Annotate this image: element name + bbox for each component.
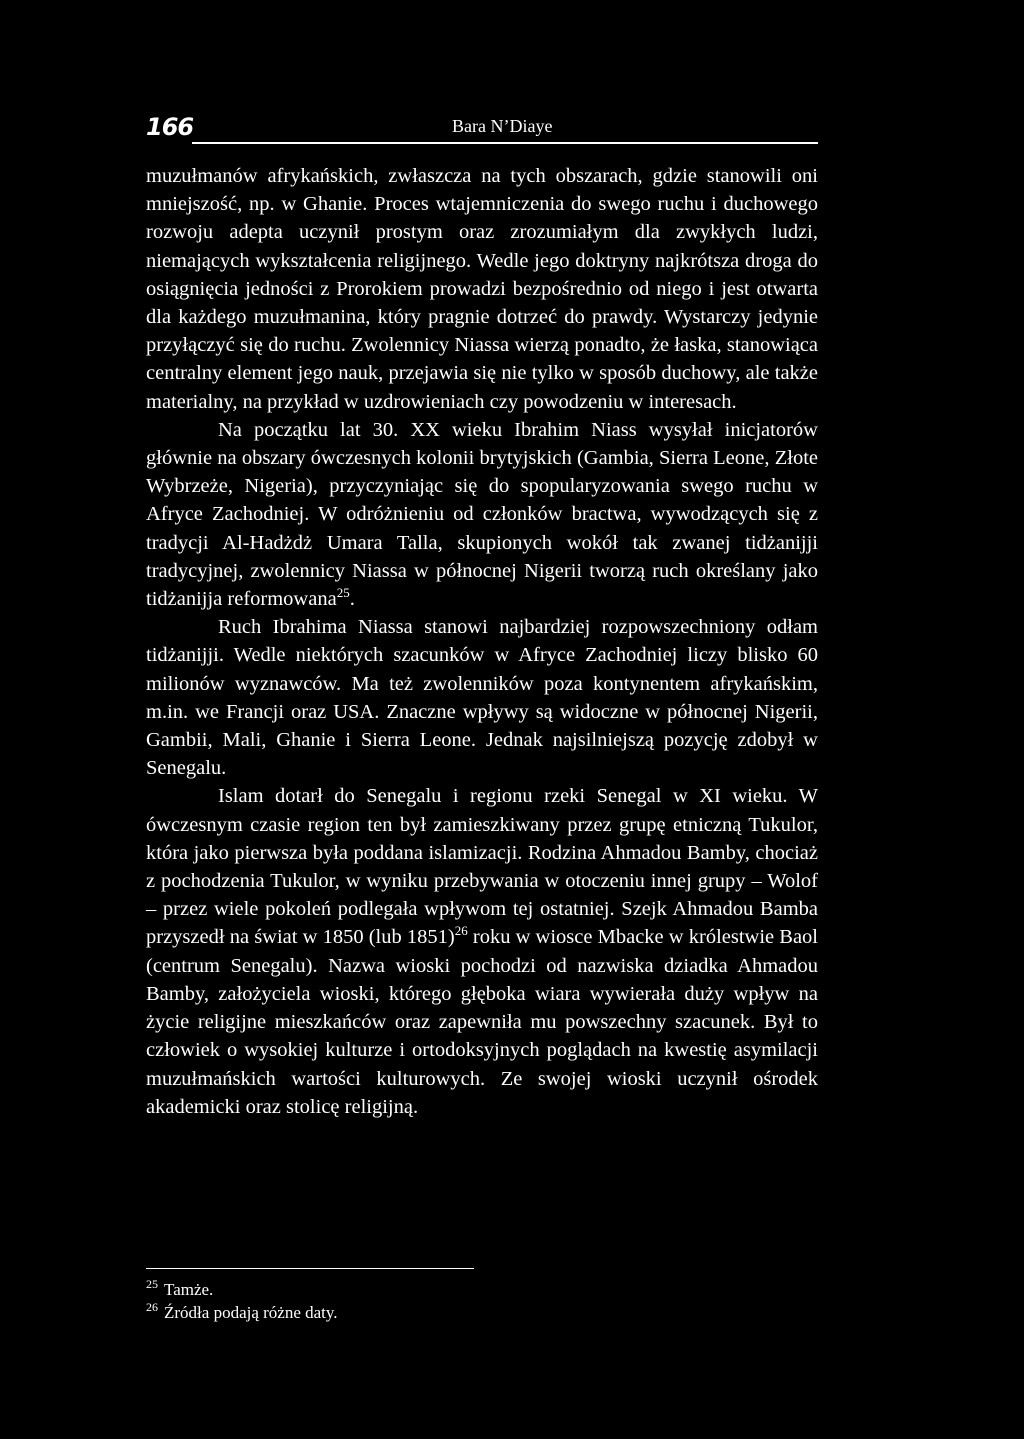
body-text <box>146 162 818 1121</box>
paragraph-text: Ruch Ibrahima Niassa stanowi najbardziej rozpowszechniony odłam tidżanijji. Wedle niektórych szacunków w Afryce Zachodniej liczy blisko 60 milionów wyznawców. Ma też zwolenników poza kontynentem afrykańskim, m.in. we Francji oraz USA. Znaczne wpływy są widoczne w północnej Nigerii, Gambii, Mali, Ghanie i Sierra Leone. Jednak najsilniejszą pozycję zdobył w Senegalu. <box>146 616 818 780</box>
paragraph-text: Na początku lat 30. XX wieku Ibrahim Niass wysyłał inicjatorów głównie na obszary ówczesnych kolonii brytyjskich (Gambia, Sierra Leone, Złote Wybrzeże, Nigeria), przyczyniając się do spopularyzowania swego ruchu w Afryce Zachodniej. W odróżnieniu od członków bractwa, wywodzących się z tradycji Al-Hadżdż Umara Talla, skupionych wokół tak zwanej tidżanijji tradycyjnej, zwolennicy Niassa w północnej Nigerii tworzą ruch określany jako tidżanijja reformowana <box>146 418 818 611</box>
footnote-number: 26 <box>146 1300 158 1315</box>
footnotes <box>146 1278 818 1324</box>
page-number: 166 <box>146 113 194 141</box>
footnote-number: 25 <box>146 1277 158 1292</box>
paragraph-text-end: . <box>349 588 355 611</box>
paragraph-text: Islam dotarł do Senegalu i regionu rzeki Senegal w XI wieku. W ówczesnym czasie region ten był zamieszkiwany przez grupę etniczną Tukulor, która jako pierwsza była poddana islamizacji. Rodzina Ahmadou Bamby, chociaż z pochodzenia Tukulor, w wyniku przebywania w otoczeniu innej grupy – Wolof – przez wiele pokoleń podlegała wpływom tej ostatniej. Szejk Ahmadou Bamba przyszedł na świat w 1850 (lub 1851) <box>146 785 818 949</box>
paragraph-text-end: roku w wiosce Mbacke w królestwie Baol (centrum Senegalu). Nazwa wioski pochodzi od nazwiska dziadka Ahmadou Bamby, założyciela wioski, którego głęboka wiara wywierała duży wpływ na życie religijne mieszkańców oraz zapewniła mu powszechny szacunek. Był to człowiek o wysokiej kulturze i ortodoksyjnych poglądach na kwestię asymilacji muzułmańskich wartości kulturowych. Ze swojej wioski uczynił ośrodek akademicki oraz stolicę religijną. <box>146 926 819 1118</box>
footnote-ref-26[interactable]: 26 <box>454 923 468 939</box>
paragraph-1 <box>146 162 818 416</box>
header-rule <box>192 142 818 144</box>
footnote-25 <box>146 1278 818 1301</box>
footnote-26 <box>146 1301 818 1324</box>
page-header <box>146 112 818 144</box>
running-head: Bara N’Diaye <box>452 116 553 136</box>
footnote-rule <box>146 1268 474 1269</box>
footnote-text: Źródła podają różne daty. <box>164 1303 338 1322</box>
paragraph-text: muzułmanów afrykańskich, zwłaszcza na tych obszarach, gdzie stanowili oni mniejszość, np. w Ghanie. Proces wtajemniczenia do swego ruchu i duchowego rozwoju adepta uczynił prostym oraz zrozumiałym dla zwykłych ludzi, niemających wykształcenia religijnego. Wedle jego doktryny najkrótsza droga do osiągnięcia jedności z Prorokiem prowadzi bezpośrednio od niego i jest otwarta dla każdego muzułmanina, który pragnie dotrzeć do prawdy. Wystarczy jedynie przyłączyć się do ruchu. Zwolennicy Niassa wierzą ponadto, że łaska, stanowiąca centralny element jego nauk, przejawia się nie tylko w sposób duchowy, ale także materialny, na przykład w uzdrowieniach czy powodzeniu w interesach. <box>146 165 818 413</box>
footnote-text: Tamże. <box>164 1280 214 1299</box>
paragraph-2 <box>146 416 818 613</box>
paragraph-3 <box>146 613 818 782</box>
footnote-ref-25[interactable]: 25 <box>336 585 350 601</box>
paragraph-4 <box>146 782 818 1120</box>
